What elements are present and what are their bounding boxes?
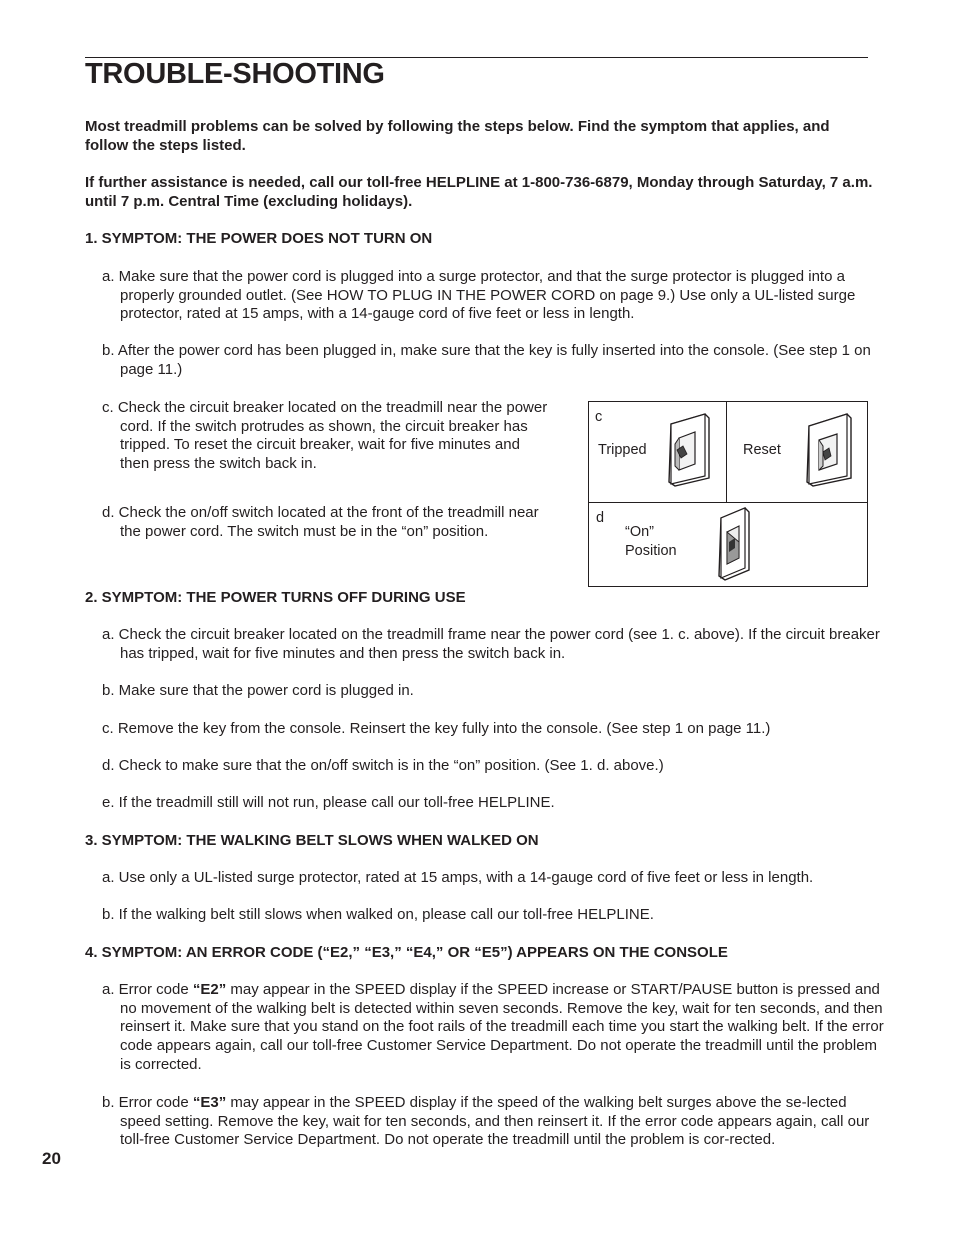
symptom-1-step-d: d. Check the on/off switch located at the front of the treadmill near the power cord. The switch must be in the “on” position. — [102, 504, 539, 540]
symptom-1-step-a: a. Make sure that the power cord is plugged into a surge protector, and that the surge protector is plugged into a properly grounded outlet. (See HOW TO PLUG IN THE POWER CORD on page 9.) Use only a UL-listed surge protector, rated at 15 amps, with a 14-gauge cord of five feet or less in length. — [102, 268, 856, 323]
symptom-2-step-c: c. Remove the key from the console. Reinsert the key fully into the console. (See step 1 on page 11.) — [102, 720, 771, 737]
symptom-2-step-a: a. Check the circuit breaker located on the treadmill frame near the power cord (see 1. c. above). If the circuit breaker has tripped, wait for five minutes and then press the switch back in. — [102, 626, 880, 662]
figure-label-c: c — [595, 409, 603, 425]
symptom-2-step-e: e. If the treadmill still will not run, please call our toll-free HELPLINE. — [102, 794, 555, 811]
symptom-1-step-b: b. After the power cord has been plugged in, make sure that the key is fully inserted into the console. (See step 1 on page 11.) — [102, 342, 871, 378]
symptom-1-step-c: c. Check the circuit breaker located on the treadmill near the power cord. If the switch protrudes as shown, the circuit breaker has tripped. To reset the circuit breaker, wait for five minutes and then press the switch back in. — [102, 399, 548, 473]
circuit-breaker-figure — [588, 401, 868, 587]
page-number: 20 — [42, 1149, 61, 1168]
on-off-switch-icon — [717, 506, 753, 582]
step-text: may appear in the SPEED display if the speed of the walking belt surges above the se-lected speed setting. Remove the key, wait for ten seconds, and then reinsert it. If the error code appears again, call our toll-free Customer Service Department. Do not operate the treadmill until the problem is cor-rected. — [120, 1094, 870, 1149]
figure-divider-horizontal — [589, 502, 867, 503]
step-text: may appear in the SPEED display if the SPEED increase or START/PAUSE button is pressed and no movement of the walking belt is detected within seven seconds. Remove the key, wait for ten seconds, and then reinsert it. Make sure that you stand on the foot rails of the treadmill each time you start the walking belt. If the error code appears again, call our toll-free Customer Service Department. Do not operate the treadmill until the problem is corrected. — [120, 981, 884, 1073]
symptom-2-step-d: d. Check to make sure that the on/off switch is in the “on” position. (See 1. d. above.) — [102, 757, 664, 774]
error-code-e2: “E2” — [192, 981, 227, 998]
position-label: Position — [625, 543, 677, 559]
tripped-label: Tripped — [598, 442, 647, 458]
figure-divider-vertical — [726, 402, 727, 503]
symptom-2-heading: 2. SYMPTOM: THE POWER TURNS OFF DURING USE — [85, 589, 466, 606]
symptom-4-step-b — [102, 1094, 890, 1150]
intro-paragraph-2: If further assistance is needed, call our toll-free HELPLINE at 1-800-736-6879, Monday through Saturday, 7 a.m. until 7 p.m. Central Time (excluding holidays). — [85, 174, 873, 210]
symptom-2-step-b: b. Make sure that the power cord is plugged in. — [102, 682, 414, 699]
figure-label-d: d — [596, 510, 605, 526]
symptom-1-heading: 1. SYMPTOM: THE POWER DOES NOT TURN ON — [85, 230, 433, 247]
step-prefix: a. Error code — [102, 981, 193, 998]
on-label: “On” — [625, 524, 654, 540]
reset-label: Reset — [743, 442, 781, 458]
reset-breaker-icon — [803, 412, 855, 488]
error-code-e3: “E3” — [192, 1094, 227, 1111]
tripped-breaker-icon — [665, 412, 713, 488]
intro-paragraph-1: Most treadmill problems can be solved by following the steps below. Find the symptom that applies, and follow the steps listed. — [85, 118, 830, 154]
page-title: TROUBLE-SHOOTING — [85, 58, 385, 90]
symptom-3-heading: 3. SYMPTOM: THE WALKING BELT SLOWS WHEN WALKED ON — [85, 832, 539, 849]
symptom-3-step-a: a. Use only a UL-listed surge protector, rated at 15 amps, with a 14-gauge cord of five feet or less in length. — [102, 869, 814, 886]
symptom-4-step-a — [102, 981, 890, 1075]
symptom-3-step-b: b. If the walking belt still slows when walked on, please call our toll-free HELPLINE. — [102, 906, 654, 923]
symptom-4-heading: 4. SYMPTOM: AN ERROR CODE (“E2,” “E3,” “E4,” OR “E5”) APPEARS ON THE CONSOLE — [85, 944, 728, 961]
step-prefix: b. Error code — [102, 1094, 193, 1111]
